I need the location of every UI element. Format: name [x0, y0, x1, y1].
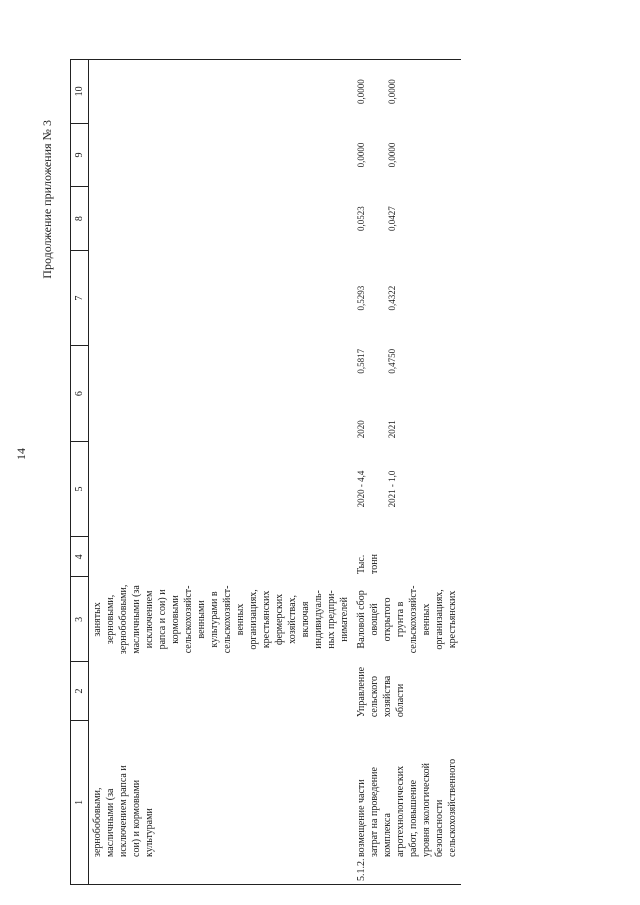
year-value: 2020 [356, 420, 366, 439]
cell-indicator: Валовой сбор овощей открытого грунта в сельскохозяйст- венных организациях, крестьянских [356, 585, 458, 654]
column-header: 8 [71, 187, 89, 251]
table-row-continued [89, 60, 354, 885]
column-header: 3 [71, 577, 89, 662]
year-value: 2021 [387, 420, 397, 439]
total-value: 0,4750 [387, 348, 397, 374]
federal-value: 0,5293 [356, 285, 366, 311]
cell-description [353, 720, 461, 884]
cell-years [353, 346, 461, 441]
cell-empty [89, 60, 354, 124]
total-value: 0,5817 [356, 348, 366, 374]
local-value: 0,0000 [387, 142, 397, 168]
column-header: 5 [71, 441, 89, 536]
cell-target-values [353, 441, 461, 536]
cell-local [353, 123, 461, 187]
cell-empty [89, 250, 354, 345]
regional-value: 0,0523 [356, 206, 366, 232]
column-header: 10 [71, 60, 89, 124]
description-text: возмещение части затрат на проведение комплекса агротехнологических работ, повышение уровня экологической безопасности сельскохозяйственного [356, 758, 458, 857]
regional-value: 0,0427 [387, 206, 397, 232]
cell-regional [353, 187, 461, 251]
cell-empty [89, 187, 354, 251]
cell-description [89, 720, 354, 884]
column-number-row [71, 60, 89, 885]
cell-other [353, 60, 461, 124]
federal-value: 0,4322 [387, 285, 397, 311]
cell-federal [353, 250, 461, 345]
cell-empty [89, 662, 354, 720]
appendix-table [70, 59, 461, 885]
column-header: 1 [71, 720, 89, 884]
cell-indicator: занятых зерновыми, зернобобовыми, масличными (за исключением рапса и сои) и кормовыми сельскохозяйст- венными культурами в сельскохозяйст- венных организациях, крестьянских фермерских хозяйствах, включая индивидуаль- ных предпри- нимателей [89, 577, 354, 662]
column-header: 4 [71, 537, 89, 577]
column-header: 6 [71, 346, 89, 441]
target-value: 2020 - 4,4 [356, 470, 366, 508]
cell-empty [89, 537, 354, 577]
column-header: 9 [71, 123, 89, 187]
column-header: 2 [71, 662, 89, 720]
other-value: 0,0000 [387, 79, 397, 104]
description-text: зернобобовыми, масличными (за исключением рапса и сои) и кормовыми культурами [92, 765, 155, 857]
column-header: 7 [71, 250, 89, 345]
other-value: 0,0000 [356, 79, 366, 104]
row-index: 5.1.2. [356, 858, 367, 881]
table-row-5-1-2 [353, 60, 461, 885]
local-value: 0,0000 [356, 142, 366, 168]
target-value: 2021 - 1,0 [387, 470, 397, 508]
cell-empty [89, 346, 354, 441]
cell-unit: Тыс. тонн [356, 554, 380, 574]
cell-empty [89, 441, 354, 536]
continuation-label: Продолжение приложения № 3 [40, 120, 54, 279]
page-number: 14 [14, 448, 28, 460]
cell-executor: Управление сельского хозяйства области [356, 666, 406, 718]
cell-empty [89, 123, 354, 187]
